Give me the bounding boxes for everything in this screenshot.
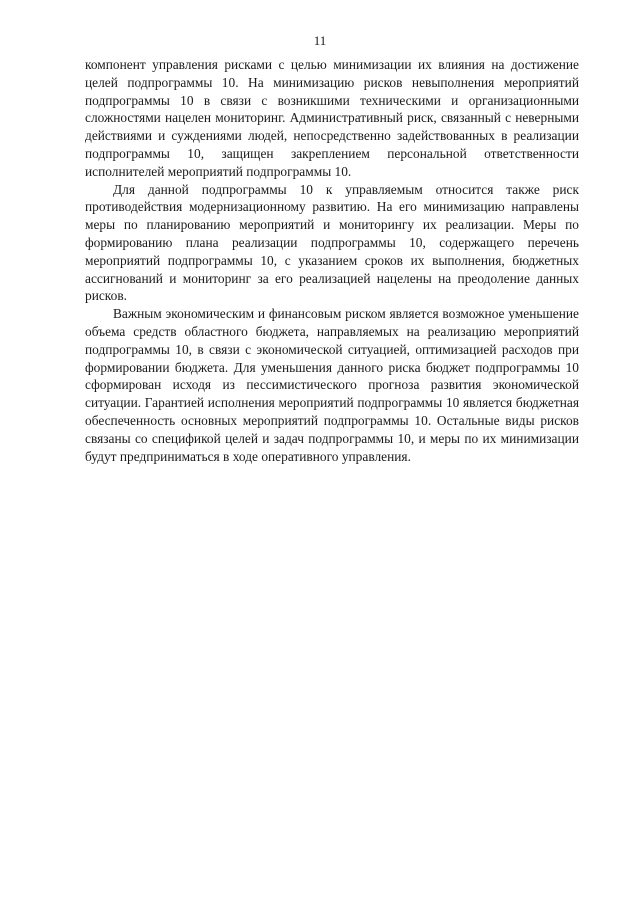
paragraph-continuation: компонент управления рисками с целью минимизации их влияния на достижение целей подпрограммы 10. На минимизацию рисков невыполнения мероприятий подпрограммы 10 в связи с возникшими техническими и организационными сложностями нацелен мониторинг. Административный риск, связанный с неверными действиями и суждениями людей, непосредственно задействованных в реализации подпрограммы 10, защищен закреплением персональной ответственности исполнителей мероприятий подпрограммы 10. bbox=[85, 57, 579, 179]
paragraph-modernization-risk: Для данной подпрограммы 10 к управляемым относится также риск противодействия модернизационному развитию. На его минимизацию направлены меры по планированию мероприятий и мониторингу их реализации. Меры по формированию плана реализации подпрограммы 10, содержащего перечень мероприятий подпрограммы 10, с указанием сроков их выполнения, бюджетных ассигнований и мониторинг за его реализацией нацелены на преодоление данных рисков. bbox=[85, 181, 579, 304]
page-number: 11 bbox=[313, 33, 327, 48]
paragraph-financial-risk: Важным экономическим и финансовым риском является возможное уменьшение объема средств областного бюджета, направляемых на реализацию мероприятий подпрограммы 10, в связи с экономической ситуацией, оптимизацией расходов при формировании бюджета. Для уменьшения данного риска бюджет подпрограммы 10 сформирован исходя из пессимистического прогноза развития экономической ситуации. Гарантией исполнения мероприятий подпрограммы 10 является бюджетная обеспеченность основных мероприятий подпрограммы 10. Остальные виды рисков связаны со спецификой целей и задач подпрограммы 10, и меры по их минимизации будут предприниматься в ходе оперативного управления. bbox=[85, 306, 579, 464]
body-text bbox=[85, 56, 579, 465]
